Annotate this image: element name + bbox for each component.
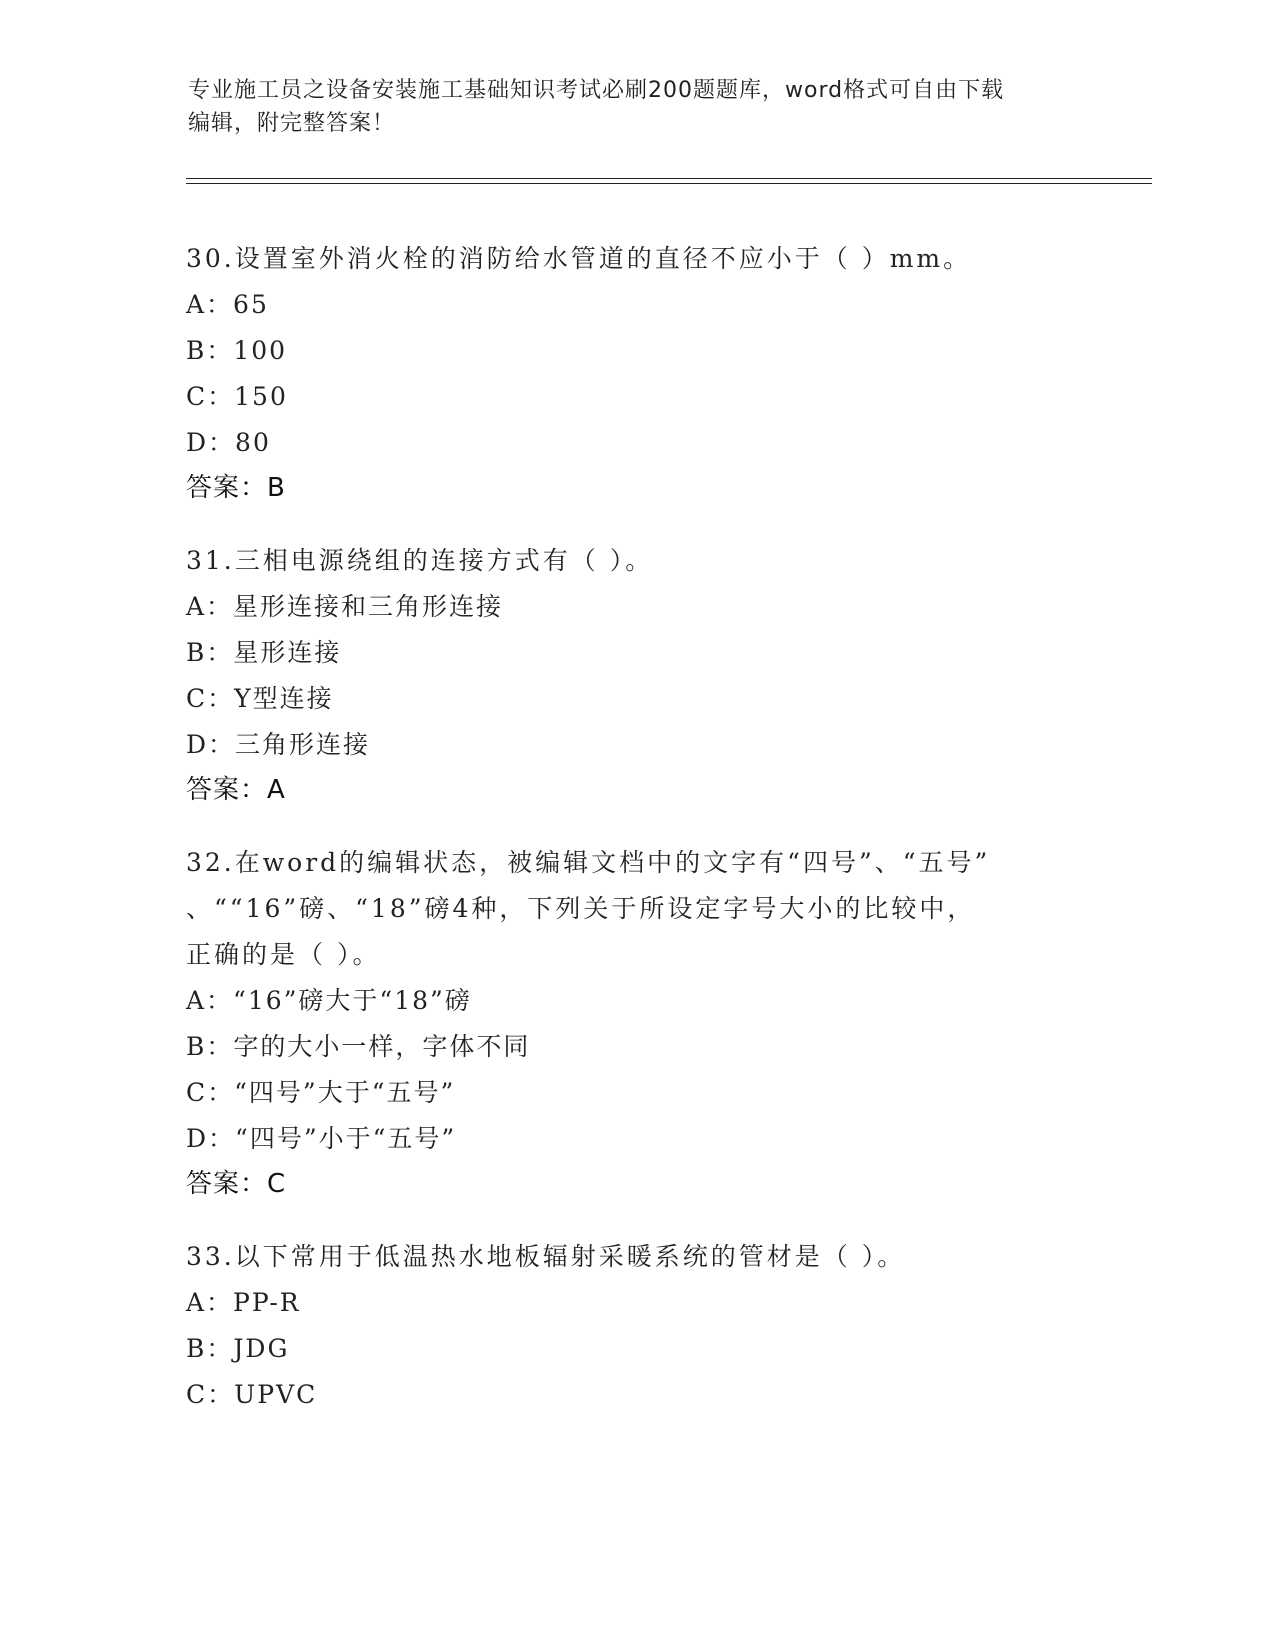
header-divider-top <box>186 178 1152 179</box>
header-line-2: 编辑，附完整答案！ <box>188 111 396 136</box>
option-d: D：“四号”小于“五号” <box>186 1124 457 1153</box>
option-a: A：星形连接和三角形连接 <box>186 592 504 621</box>
answer: 答案：A <box>186 775 286 805</box>
option-b: B：JDG <box>186 1334 290 1363</box>
header-divider-bottom <box>186 183 1152 184</box>
option-d: D：三角形连接 <box>186 730 371 759</box>
question-32 <box>186 840 1086 1206</box>
option-c: C：“四号”大于“五号” <box>186 1078 456 1107</box>
document-header <box>188 74 1068 140</box>
header-line-1: 专业施工员之设备安装施工基础知识考试必刷200题题库，word格式可自由下载 <box>188 78 1005 103</box>
option-d: D：80 <box>186 428 271 457</box>
option-a: A：“16”磅大于“18”磅 <box>186 986 472 1015</box>
option-b: B：字的大小一样，字体不同 <box>186 1032 531 1061</box>
option-a: A：PP-R <box>186 1288 301 1317</box>
question-stem: 33.以下常用于低温热水地板辐射采暖系统的管材是（ ）。 <box>186 1242 906 1271</box>
question-stem-line-3: 正确的是（ ）。 <box>186 940 381 969</box>
option-b: B：100 <box>186 336 288 365</box>
option-c: C：UPVC <box>186 1380 318 1409</box>
question-stem: 31.三相电源绕组的连接方式有（ ）。 <box>186 546 654 575</box>
question-stem-line-1: 32.在word的编辑状态，被编辑文档中的文字有“四号”、“五号” <box>186 848 991 877</box>
question-33 <box>186 1234 1086 1418</box>
option-c: C：Y型连接 <box>186 684 334 713</box>
answer: 答案：B <box>186 473 286 503</box>
option-b: B：星形连接 <box>186 638 342 667</box>
question-31 <box>186 538 1086 812</box>
question-stem: 30.设置室外消火栓的消防给水管道的直径不应小于（ ）mm。 <box>186 244 972 273</box>
answer: 答案：C <box>186 1169 287 1199</box>
question-stem-line-2: 、““16”磅、“18”磅4种，下列关于所设定字号大小的比较中， <box>186 894 976 923</box>
question-30 <box>186 236 1086 510</box>
question-list <box>186 236 1086 1446</box>
option-a: A：65 <box>186 290 269 319</box>
option-c: C：150 <box>186 382 288 411</box>
